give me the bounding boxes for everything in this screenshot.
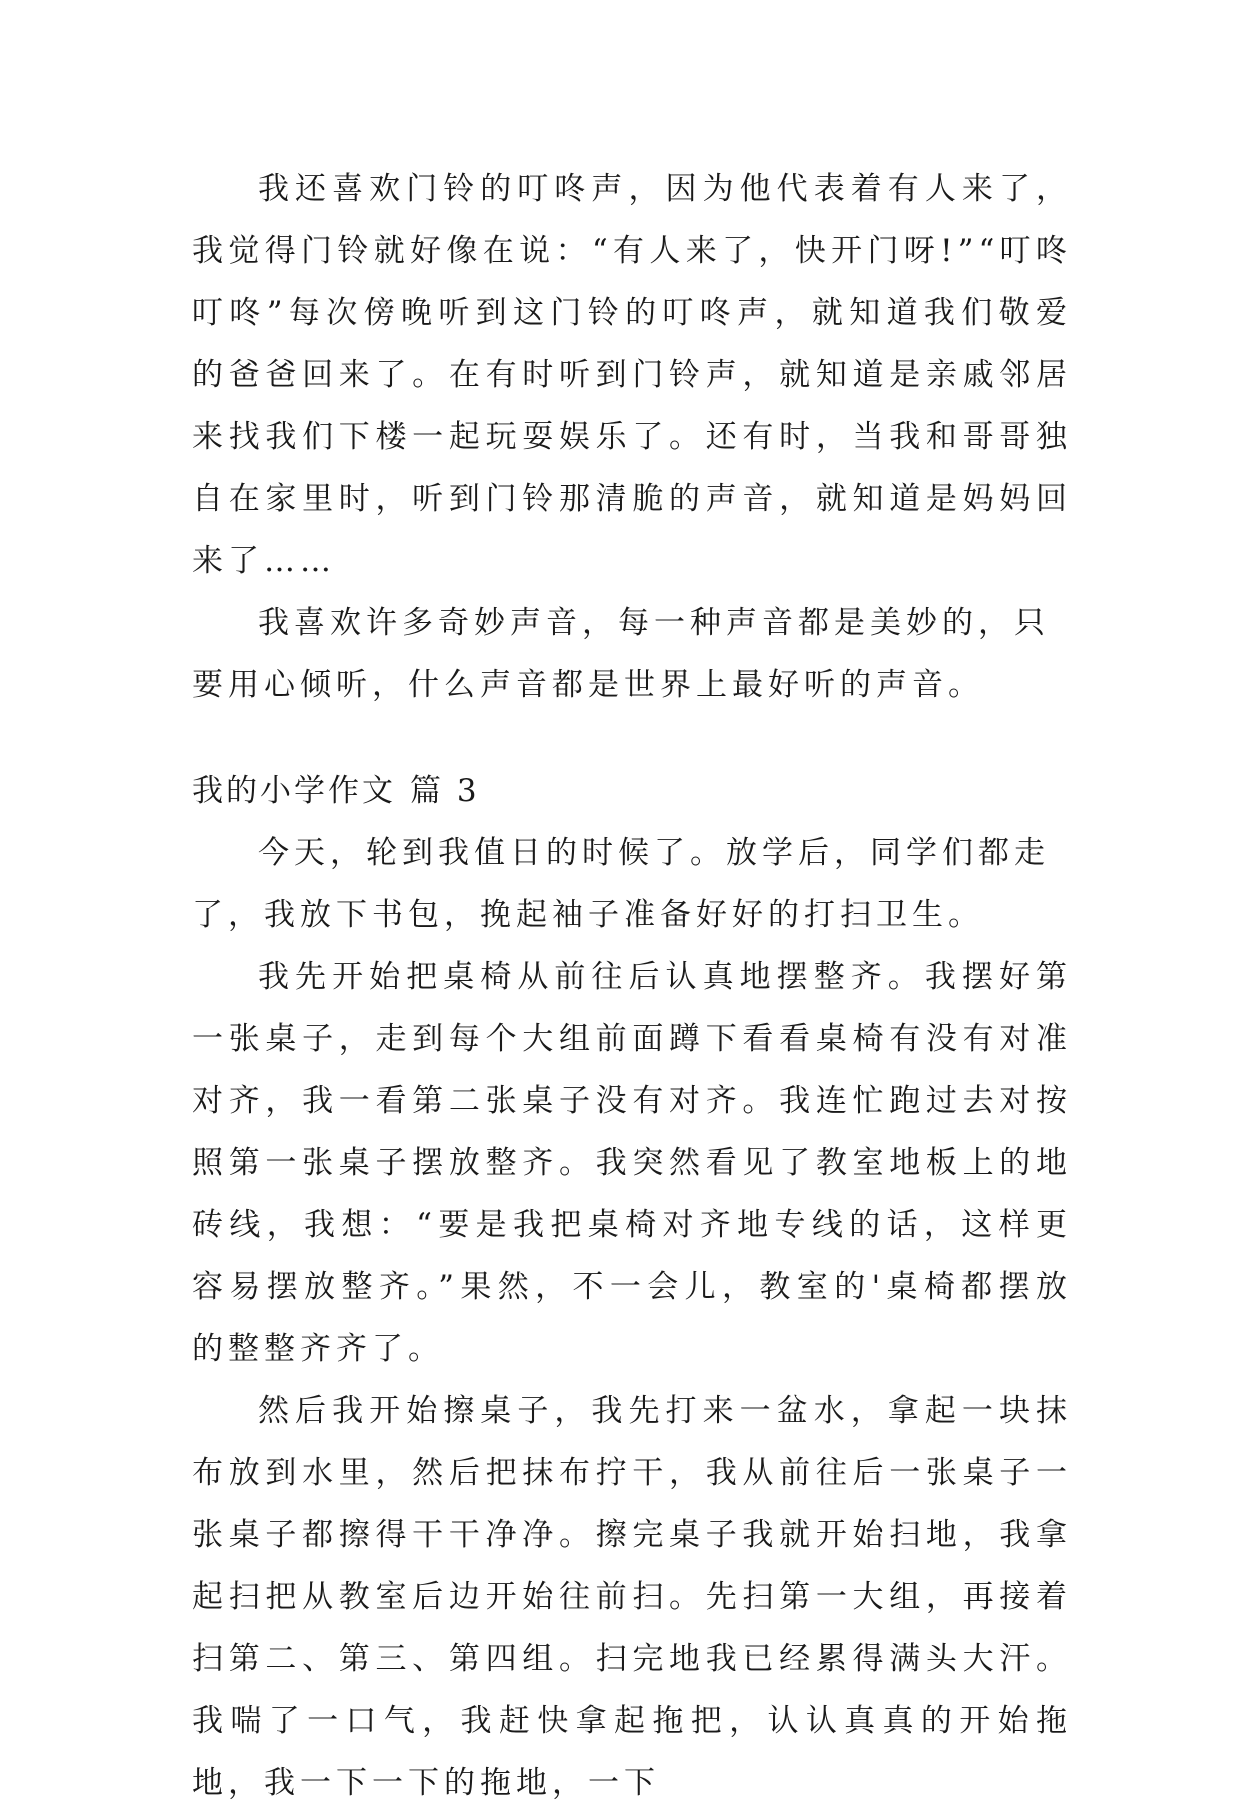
section-number: 篇 3 — [410, 773, 480, 809]
paragraph-duty-intro: 今天，轮到我值日的时候了。放学后，同学们都走了，我放下书包，挽起袖子准备好好的打扫卫生。 — [192, 835, 1050, 933]
section-spacer — [192, 716, 1072, 760]
paragraph-doorbell: 我还喜欢门铃的叮咚声，因为他代表着有人来了，我觉得门铃就好像在说：“有人来了，快开门呀!”“叮咚叮咚”每次傍晚听到这门铃的叮咚声，就知道我们敬爱的爸爸回来了。在有时听到门铃声，就知道是亲戚邻居来找我们下楼一起玩耍娱乐了。还有时，当我和哥哥独自在家里时，听到门铃那清脆的声音，就知道是妈妈回来了…… — [192, 171, 1072, 579]
paragraph-desks: 我先开始把桌椅从前往后认真地摆整齐。我摆好第一张桌子，走到每个大组前面蹲下看看桌椅有没有对准对齐，我一看第二张桌子没有对齐。我连忙跑过去对按照第一张桌子摆放整齐。我突然看见了教室地板上的地砖线，我想：“要是我把桌椅对齐地专线的话，这样更容易摆放整齐。”果然，不一会儿，教室的'桌椅都摆放的整整齐齐了。 — [192, 959, 1072, 1367]
document-body — [192, 158, 1072, 1814]
paragraph-conclusion: 我喜欢许多奇妙声音，每一种声音都是美妙的，只要用心倾听，什么声音都是世界上最好听的声音。 — [192, 605, 1050, 703]
section-heading — [192, 760, 1072, 822]
paragraph-cleaning: 然后我开始擦桌子，我先打来一盆水，拿起一块抹布放到水里，然后把抹布拧干，我从前往后一张桌子一张桌子都擦得干干净净。擦完桌子我就开始扫地，我拿起扫把从教室后边开始往前扫。先扫第一大组，再接着扫第二、第三、第四组。扫完地我已经累得满头大汗。我喘了一口气，我赶快拿起拖把，认认真真的开始拖地，我一下一下的拖地，一下 — [192, 1393, 1072, 1801]
section-title: 我的小学作文 — [192, 773, 396, 809]
